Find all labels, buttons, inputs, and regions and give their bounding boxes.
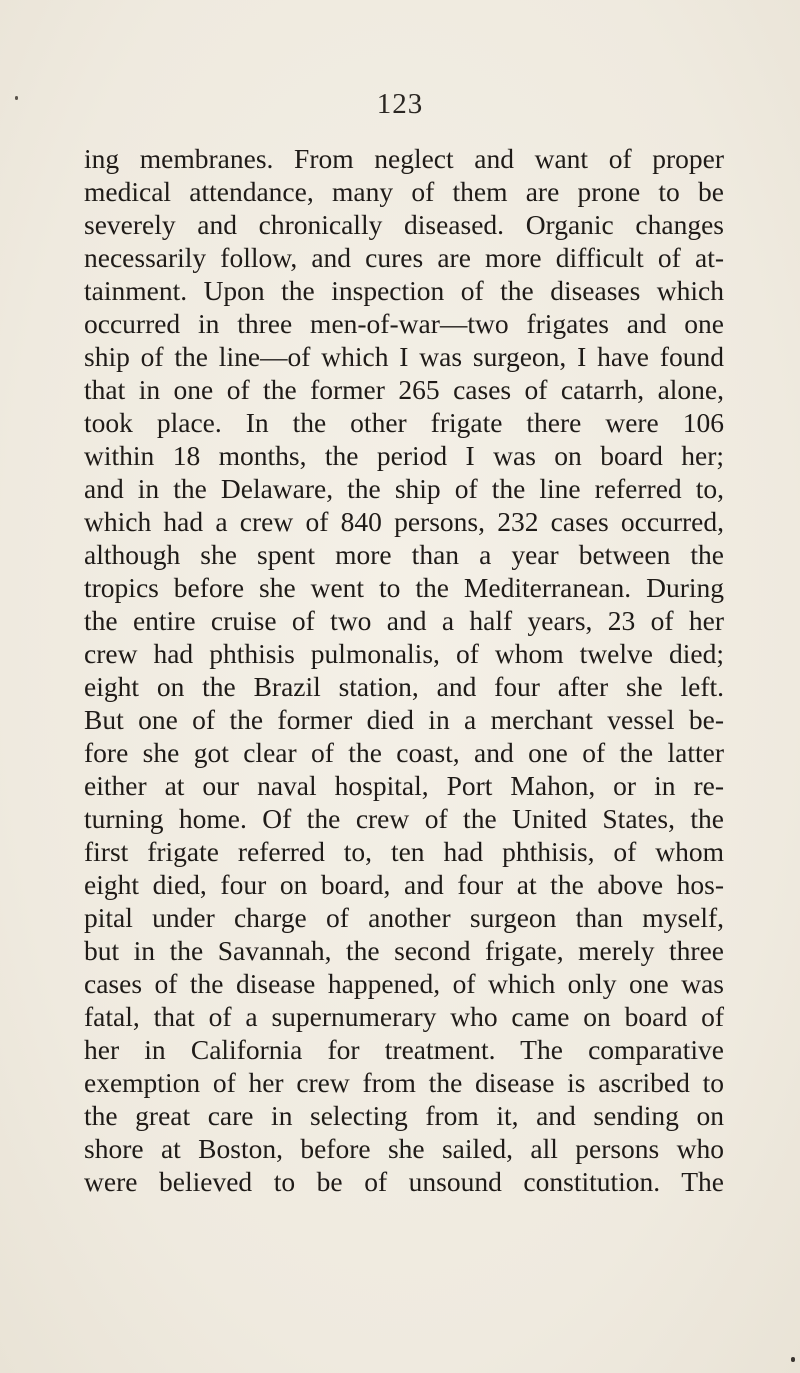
- text-line: exemption of her crew from the disease is ascribed to: [84, 1067, 724, 1098]
- page-number: 123: [376, 88, 424, 120]
- text-line: which had a crew of 840 persons, 232 cases occurred,: [84, 506, 724, 537]
- text-line: cases of the disease happened, of which only one was: [84, 968, 724, 999]
- text-line: and in the Delaware, the ship of the line referred to,: [84, 473, 724, 504]
- body-text: [84, 142, 724, 1198]
- text-line: took place. In the other frigate there were 106: [84, 407, 724, 438]
- text-line: eight on the Brazil station, and four after she left.: [84, 671, 724, 702]
- text-line: the entire cruise of two and a half years, 23 of her: [84, 605, 724, 636]
- text-line: occurred in three men-of-war—two frigates and one: [84, 308, 724, 339]
- text-line: necessarily follow, and cures are more difficult of at-: [84, 242, 724, 273]
- text-line: first frigate referred to, ten had phthisis, of whom: [84, 836, 724, 867]
- text-line: fore she got clear of the coast, and one of the latter: [84, 737, 724, 768]
- text-line: although she spent more than a year between the: [84, 539, 724, 570]
- text-line: but in the Savannah, the second frigate, merely three: [84, 935, 724, 966]
- text-line: within 18 months, the period I was on board her;: [84, 440, 724, 471]
- paper-speck: [791, 1357, 795, 1362]
- text-line: fatal, that of a supernumerary who came on board of: [84, 1001, 724, 1032]
- text-line: crew had phthisis pulmonalis, of whom twelve died;: [84, 638, 724, 669]
- text-line: turning home. Of the crew of the United States, the: [84, 803, 724, 834]
- text-line: ship of the line—of which I was surgeon, I have found: [84, 341, 724, 372]
- text-line: medical attendance, many of them are prone to be: [84, 176, 724, 207]
- text-line: tropics before she went to the Mediterranean. During: [84, 572, 724, 603]
- text-line: pital under charge of another surgeon than myself,: [84, 902, 724, 933]
- text-line: either at our naval hospital, Port Mahon, or in re-: [84, 770, 724, 801]
- text-line: ing membranes. From neglect and want of proper: [84, 143, 724, 174]
- text-line: shore at Boston, before she sailed, all persons who: [84, 1133, 724, 1164]
- text-line: severely and chronically diseased. Organic changes: [84, 209, 724, 240]
- text-line: tainment. Upon the inspection of the diseases which: [84, 275, 724, 306]
- text-line: the great care in selecting from it, and sending on: [84, 1100, 724, 1131]
- text-line: that in one of the former 265 cases of catarrh, alone,: [84, 374, 724, 405]
- text-line: her in California for treatment. The comparative: [84, 1034, 724, 1065]
- text-line: But one of the former died in a merchant vessel be-: [84, 704, 724, 735]
- text-line: were believed to be of unsound constitution. The: [84, 1166, 724, 1197]
- text-line: eight died, four on board, and four at the above hos-: [84, 869, 724, 900]
